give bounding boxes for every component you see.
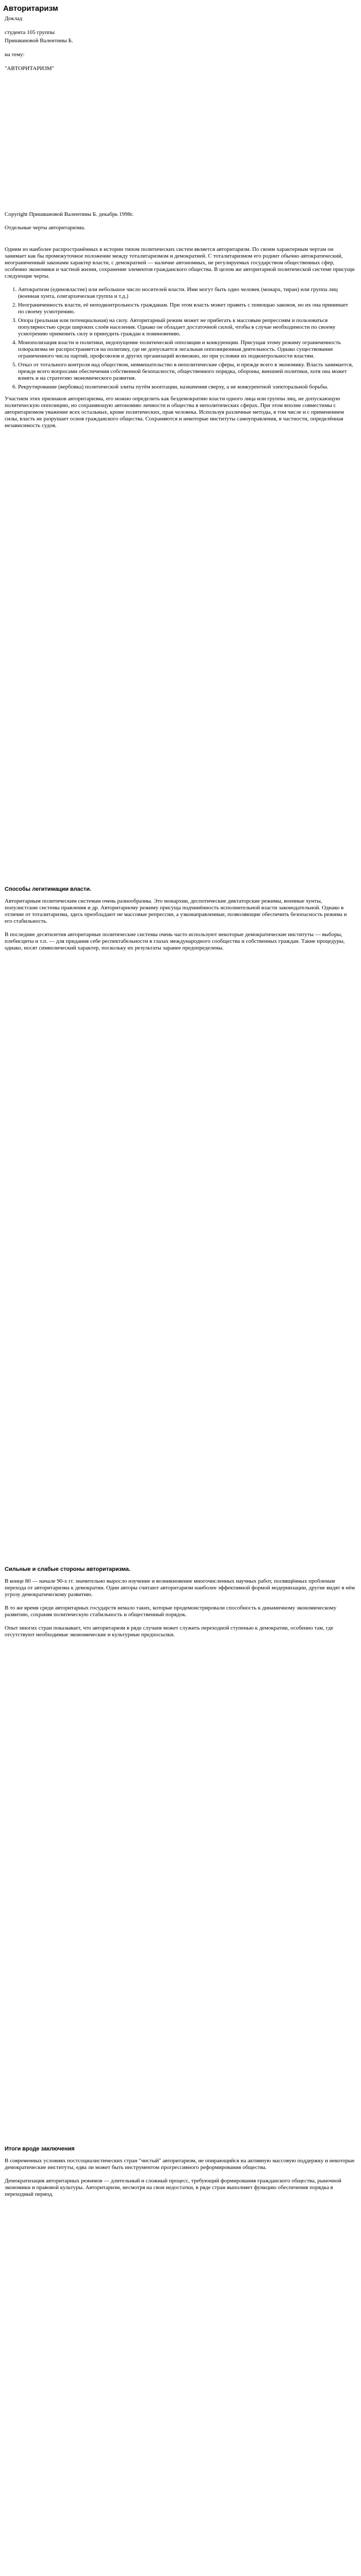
list-item: 6. Рекрутирование (вербовка) политической элиты путём кооптации, назначения сверху, а не конкурентной электоральной борьбы. — [18, 384, 355, 391]
main-section — [5, 246, 355, 436]
middle-paragraph: Участием этих признаков авторитаризма, его можно определить как бездемократию власти одного лица или группы лиц, не допускающую политическую оппозицию, но сохраняющую автономию личности и общества в неполитических сферах. При этом вполне совместимы с авторитаризмом уважение всех остальных, кроме политических, прав человека. Используя различные методы, в том числе и с применением силы, власть не разрушает основ гражданского общества. Сохраняются и некоторые институты самоуправления, в частности, определённая независимость судов. — [5, 396, 344, 429]
intro-paragraph: Одним из наиболее распространённых в истории типом политических систем является авторитаризм. По своим характерным чертам он занимает как бы промежуточное положение между тоталитаризмом и демократией. С тоталитаризмом его роднит обычно автократический, неограниченный законами характер власти, с демократией — наличие автономных, не регулируемых государством общественных сфер, особенно экономики и частной жизни, сохранение элементов гражданского общества. В целом же авторитарной политической системе присущи следующие черты. — [5, 246, 355, 279]
conclusion-section — [5, 2146, 355, 2205]
list-item: 3. Опора (реальная или потенциальная) на силу. Авторитарный режим может не прибегать к массовым репрессиям и пользоваться популярностью среди широких слоёв населения. Однако он обладает достаточной силой, чтобы в случае необходимости по своему усмотрению применить силу и принудить граждан к повиновению. — [18, 317, 355, 337]
list-item: 2. Неограниченность власти, её неподконтрольность гражданам. При этом власть может править с помощью законов, но их она принимает по своему усмотрению. — [18, 302, 355, 315]
student-line: студента 105 группы — [5, 29, 55, 36]
topic: "АВТОРИТАРИЗМ" — [5, 65, 55, 72]
dispute-paragraph: В последние десятилетия авторитарные политические системы очень часто используют некоторые демократические институты — выборы, плебисциты и т.п. — для придания себе респектабельности в глазах международного сообщества и собственных граждан. Такие процедуры, однако, носят символический характер, поскольку их результаты заранее предопределены. — [5, 931, 345, 951]
title-page — [5, 15, 355, 79]
author-line: Пришвановой Валентины Б. — [5, 38, 73, 44]
page-title: Авторитаризм — [3, 4, 58, 13]
conclusion-heading: Итоги вроде заключения — [5, 2146, 75, 2152]
conclusion-paragraph: Демократизация авторитарных режимов — длительный и сложный процесс, требующий формирования гражданского общества, рыночной экономики и правовой культуры. Авторитаризм, несмотря на свои недостатки, в ряде стран выполняет функцию обеспечения порядка в переходный период. — [5, 2178, 341, 2197]
list-item: 5. Отказ от тотального контроля над обществом, невмешательство в неполитические сферы, и прежде всего в экономику. Власть занимается, прежде всего вопросами обеспечения собственной безопасности, общественного порядка, обороны, внешней политики, хотя она может влиять и на стратегию экономического развития. — [18, 362, 355, 382]
conclusion-paragraph: В современных условиях постсоциалистических стран "чистый" авторитаризм, не опирающийся на активную массовую поддержку и некоторые демократические институты, едва ли может быть инструментом прогрессивного реформирования общества. — [5, 2158, 355, 2171]
weak-section — [5, 1566, 355, 1645]
features-list — [5, 286, 355, 391]
methods-paragraph: Авторитарным политическим системам очень разнообразны. Это монархии, деспотические диктаторские режимы, военные хунты, популистские системы правления и др. Авторитарному режиму присуща подчинённость исполнительной власти законодательной. Однако в отличие от тоталитаризма, здесь преобладают не массовые репрессии, а узконаправленные, позволяющие обеспечить безопасность режима и его стабильность. — [5, 898, 347, 924]
copyright-section — [5, 211, 355, 238]
list-item: 4. Монополизация власти и политики, недопущение политической оппозиции и конкуренции. Присущая этому режиму ограниченность плюрализма не распространяется на политику, где не допускается легальная оппозиционная деятельность. Однако существование ограниченного числа партий, профсоюзов и других организаций возможно, но при условии их подконтрольности властям. — [18, 340, 355, 360]
copyright-line: Copyright Пришвановой Валентины Б. декабрь 1998г. — [5, 211, 134, 217]
type-label: Доклад — [5, 15, 23, 22]
topic-prefix: на тему: — [5, 52, 25, 58]
weak-paragraph: Опыт многих стран показывает, что авторитаризм в ряде случаев может служить переходной ступенью к демократии, особенно там, где отсутствуют необходимые экономические и культурные предпосылки. — [5, 1625, 334, 1638]
weak-paragraph: В конце 80 — начале 90-х гг. значительно выросло изучение и возникновение многочисленных научных работ, посвящённых проблемам перехода от авторитаризма к демократии. Одни авторы считают авторитаризм наиболее эффективной формой модернизации, другие видят в нём угрозу демократическому развитию. — [5, 1578, 355, 1598]
methods-heading: Способы легитимации власти. — [5, 886, 92, 892]
weak-heading: Сильные и слабые стороны авторитаризма. — [5, 1566, 131, 1572]
features-heading: Отдельные черты авторитаризма. — [5, 225, 85, 231]
weak-paragraph: В то же время среди авторитарных государств немало таких, которые продемонстрировали способность к динамичному экономическому развитию, сохраняя политическую стабильность и общественный порядок. — [5, 1605, 337, 1618]
methods-section — [5, 886, 355, 958]
list-item: 1. Автократизм (единовластие) или небольшое число носителей власти. Ими могут быть одно человек (монарх, тиран) или группа лиц (военная хунта, олигархическая группа и т.д.) — [18, 286, 355, 300]
